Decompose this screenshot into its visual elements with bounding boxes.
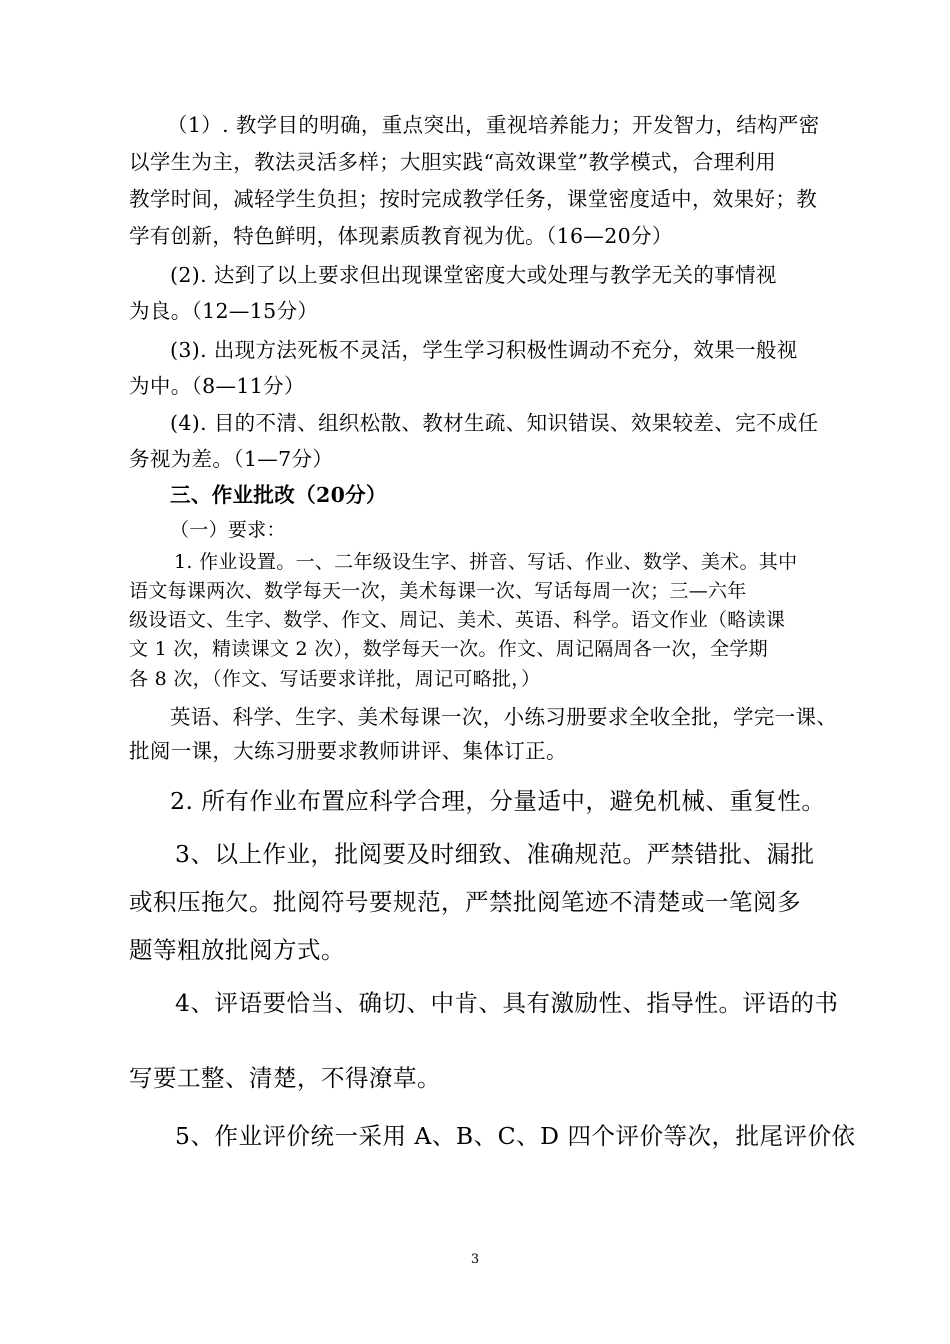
paragraph-line: 文 1 次，精读课文 2 次），数学每天一次。作文、周记隔周各一次，全学期 xyxy=(129,638,768,660)
paragraph-line: (2). 达到了以上要求但出现课堂密度大或处理与教学无关的事情视 xyxy=(170,263,777,287)
paragraph-line: 英语、科学、生字、美术每课一次，小练习册要求全收全批，学完一课、 xyxy=(170,705,838,729)
paragraph-line: 1. 作业设置。一、二年级设生字、拼音、写话、作业、数学、美术。其中 xyxy=(174,551,798,573)
paragraph-line: 题等粗放批阅方式。 xyxy=(129,936,345,964)
paragraph-line: 批阅一课，大练习册要求教师讲评、集体订正。 xyxy=(129,739,567,763)
paragraph-line: 教学时间，减轻学生负担；按时完成教学任务，课堂密度适中，效果好；教 xyxy=(129,187,818,211)
paragraph-line: 学有创新，特色鲜明，体现素质教育视为优。（16—20分） xyxy=(129,224,673,248)
paragraph-line: 5、作业评价统一采用 A、B、C、D 四个评价等次，批尾评价依 xyxy=(175,1122,856,1150)
paragraph-line: 3、以上作业，批阅要及时细致、准确规范。严禁错批、漏批 xyxy=(175,840,815,868)
paragraph-line: 务视为差。（1—7分） xyxy=(129,447,334,471)
paragraph-line: 或积压拖欠。批阅符号要规范，严禁批阅笔迹不清楚或一笔阅多 xyxy=(129,888,801,916)
paragraph-line: (3). 出现方法死板不灵活，学生学习积极性调动不充分，效果一般视 xyxy=(170,338,798,362)
paragraph-line: 写要工整、清楚，不得潦草。 xyxy=(129,1064,441,1092)
section-heading: 三、作业批改（20分） xyxy=(170,483,387,507)
paragraph-line: (4). 目的不清、组织松散、教材生疏、知识错误、效果较差、完不成任 xyxy=(170,411,819,435)
paragraph-line: 为良。（12—15分） xyxy=(129,299,319,323)
paragraph-line: 以学生为主，教法灵活多样；大胆实践“高效课堂”教学模式，合理利用 xyxy=(129,150,777,174)
paragraph-line: 为中。（8—11分） xyxy=(129,374,305,398)
paragraph-line: 2. 所有作业布置应科学合理，分量适中，避免机械、重复性。 xyxy=(170,787,826,815)
paragraph-line: 语文每课两次、数学每天一次，美术每课一次、写话每周一次；三—六年 xyxy=(129,580,747,602)
paragraph-line: 各 8 次，（作文、写话要求详批，周记可略批，） xyxy=(129,668,541,690)
page-number: 3 xyxy=(470,1252,480,1267)
paragraph-line: 4、评语要恰当、确切、中肯、具有激励性、指导性。评语的书 xyxy=(175,989,839,1017)
paragraph-line: （1）. 教学目的明确，重点突出，重视培养能力；开发智力，结构严密 xyxy=(167,113,820,137)
subheading: （一）要求： xyxy=(170,519,286,541)
paragraph-line: 级设语文、生字、数学、作文、周记、美术、英语、科学。语文作业（略读课 xyxy=(129,609,786,631)
